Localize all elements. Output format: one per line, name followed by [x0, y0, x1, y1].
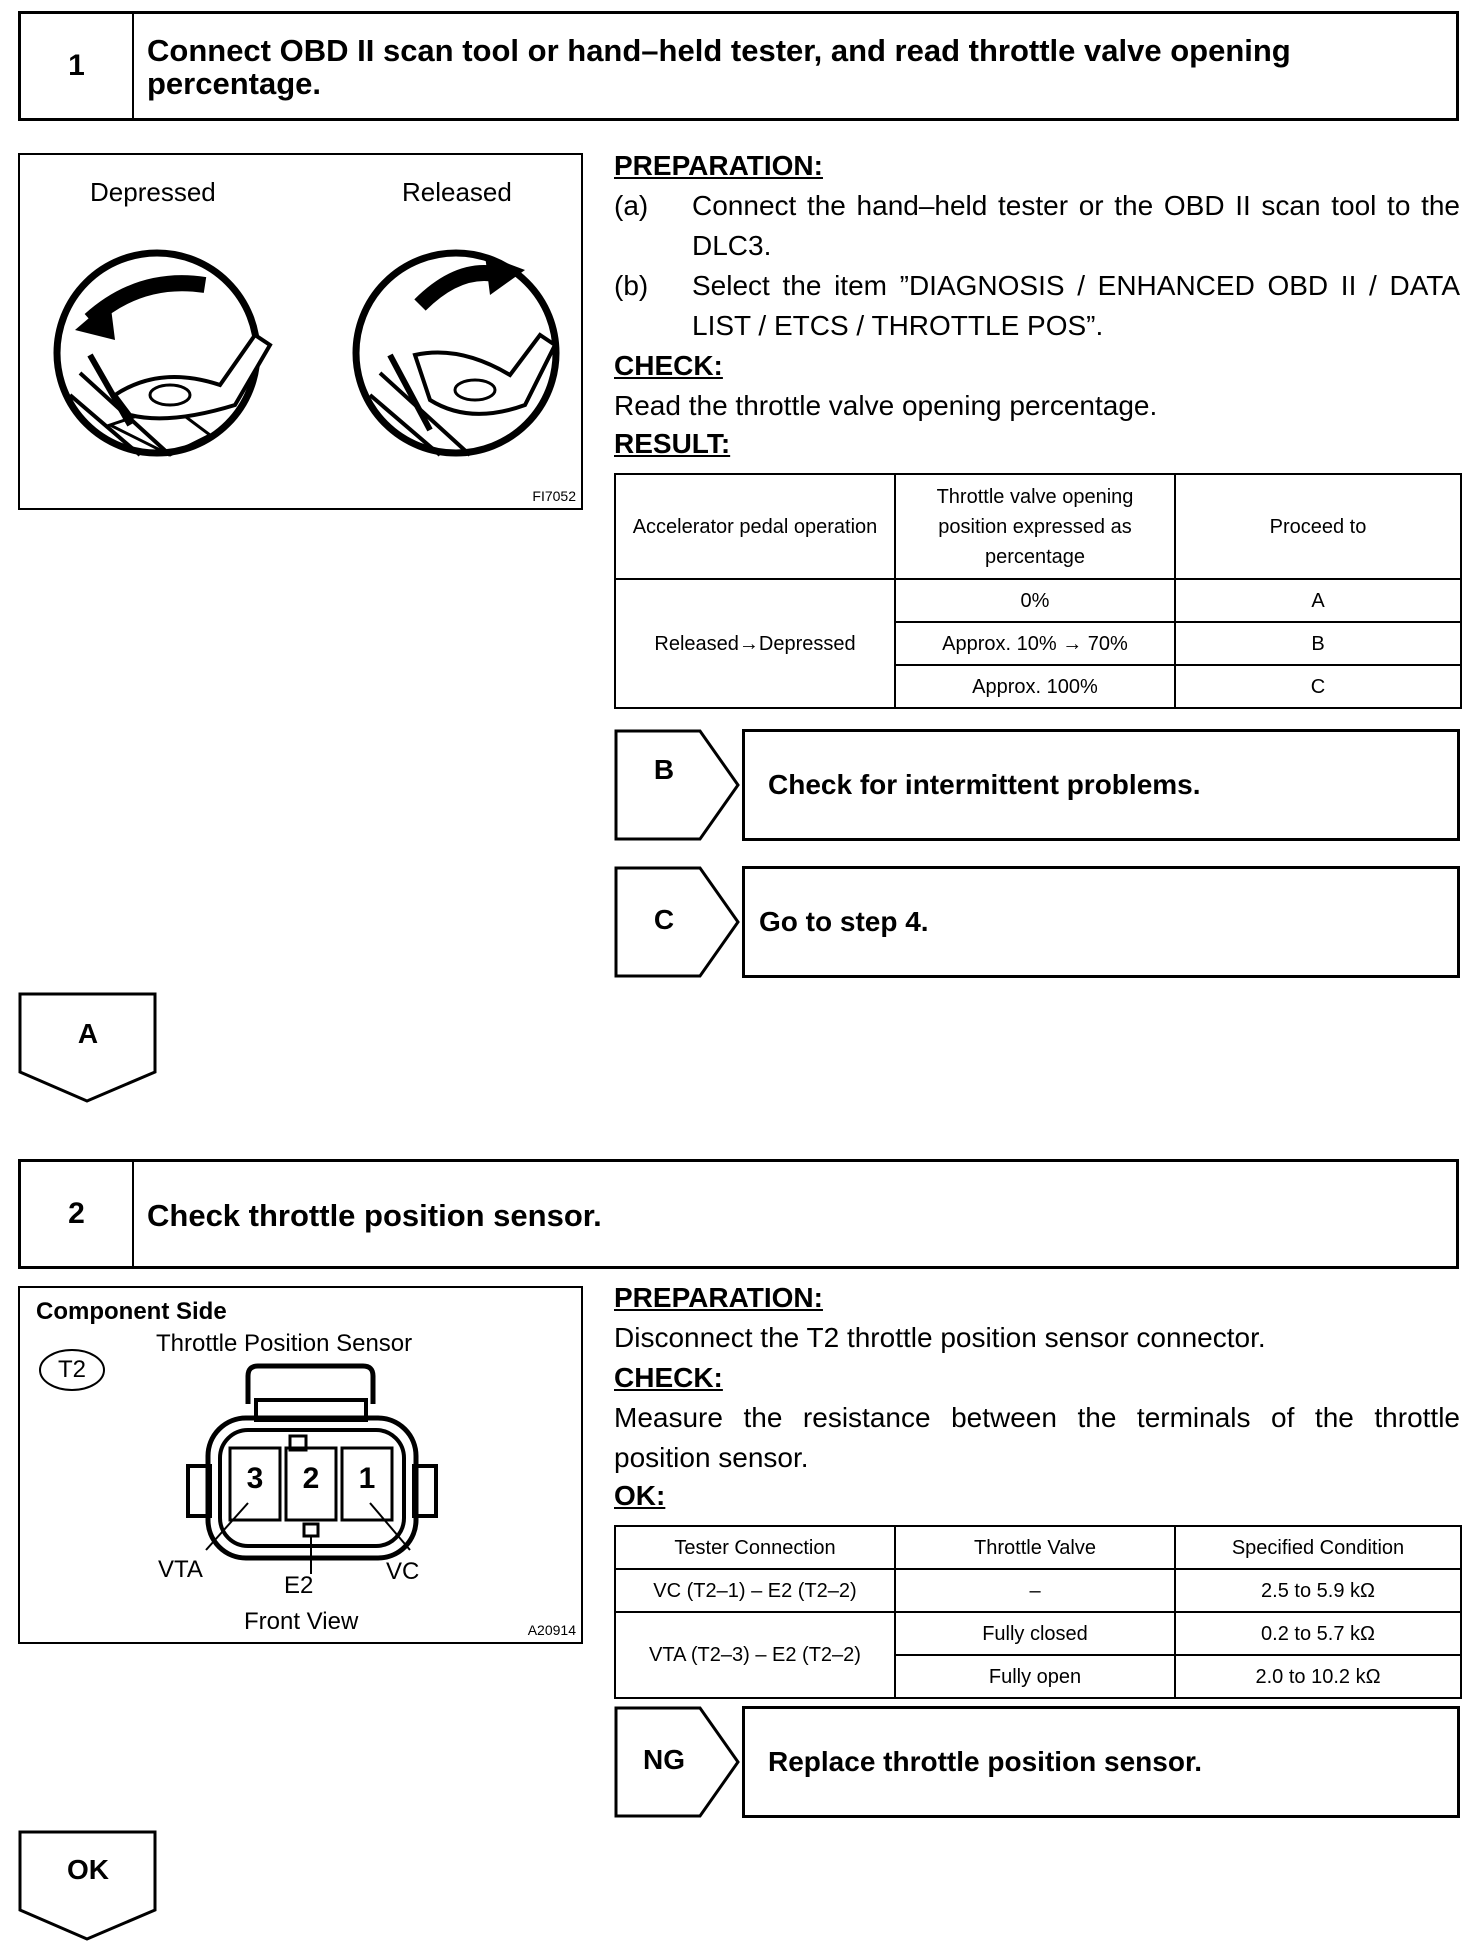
- action-text: Go to step 4.: [759, 906, 929, 937]
- header-condition: Specified Condition: [1175, 1526, 1461, 1569]
- opening-cell: Approx. 10% → 70%: [895, 622, 1175, 665]
- released-pedal-drawing: [356, 253, 556, 455]
- operation-cell: Released→Depressed: [615, 579, 895, 708]
- action-text: Replace throttle position sensor.: [768, 1746, 1203, 1777]
- header-connection: Tester Connection: [615, 1526, 895, 1569]
- step-1-instructions: [614, 148, 1460, 468]
- step-number: 2: [21, 1162, 134, 1266]
- branch-tag-label: NG: [643, 1744, 685, 1775]
- table-row: [615, 579, 1461, 622]
- valve-cell: Fully open: [895, 1655, 1175, 1698]
- check-text: Measure the resistance between the terminals of the throttle position sensor.: [614, 1402, 1460, 1473]
- branch-c-tag: [614, 866, 744, 978]
- prep-text: Disconnect the T2 throttle position sensor connector.: [614, 1322, 1266, 1353]
- connection-cell: VTA (T2–3) – E2 (T2–2): [615, 1612, 895, 1698]
- pin-2-label: 2: [302, 1462, 320, 1495]
- next-tag-label: A: [77, 1018, 99, 1049]
- vc-label: VC: [386, 1558, 420, 1585]
- valve-cell: –: [895, 1569, 1175, 1612]
- depressed-label: Depressed: [90, 177, 216, 207]
- table-row: [615, 1612, 1461, 1655]
- e2-label: E2: [284, 1572, 314, 1599]
- pin-3-label: 3: [246, 1462, 264, 1495]
- pin-1-label: 1: [358, 1462, 376, 1495]
- item-marker: (a): [614, 190, 649, 221]
- step-number: 1: [21, 14, 134, 118]
- depressed-pedal-drawing: [57, 253, 270, 455]
- figure-code: A20914: [527, 1622, 576, 1638]
- next-step-tag-a: [18, 992, 158, 1104]
- item-marker: (b): [614, 270, 649, 301]
- connector-figure: [18, 1286, 583, 1644]
- prep-item-a: [614, 186, 1460, 266]
- branch-b-tag: [614, 729, 744, 841]
- connector-id: T2: [57, 1356, 86, 1383]
- header-operation: Accelerator pedal operation: [615, 474, 895, 579]
- branch-tag-label: C: [653, 904, 675, 935]
- branch-ng-tag: [614, 1706, 744, 1818]
- next-tag-label: OK: [67, 1854, 109, 1885]
- check-label: CHECK:: [614, 350, 723, 381]
- header-proceed: Proceed to: [1175, 474, 1461, 579]
- front-view-label: Front View: [244, 1608, 359, 1635]
- sensor-label: Throttle Position Sensor: [156, 1330, 413, 1357]
- item-text: Connect the hand–held tester or the OBD II scan tool to the DLC3.: [692, 190, 1460, 261]
- branch-c-action: [742, 866, 1460, 978]
- branch-ng-action: [742, 1706, 1460, 1818]
- proceed-cell: B: [1175, 622, 1461, 665]
- action-text: Check for intermittent problems.: [768, 769, 1201, 800]
- ok-label: OK:: [614, 1480, 666, 1511]
- step-title: Connect OBD II scan tool or hand–held tester, and read throttle valve opening percentage.: [147, 33, 1291, 101]
- table-header-row: [615, 1526, 1461, 1569]
- branch-b-action: [742, 729, 1460, 841]
- preparation-label: PREPARATION:: [614, 1282, 823, 1313]
- step-2-instructions: [614, 1280, 1460, 1520]
- resistance-table: [614, 1525, 1462, 1699]
- branch-tag-label: B: [653, 754, 675, 785]
- down-arrow-tag-icon: [18, 1830, 158, 1942]
- component-side-heading: Component Side: [36, 1298, 227, 1325]
- table-row: [615, 1569, 1461, 1612]
- header-opening: Throttle valve opening position expressed as percentage: [895, 474, 1175, 579]
- opening-cell: 0%: [895, 579, 1175, 622]
- step-title: Check throttle position sensor.: [147, 1198, 602, 1233]
- condition-cell: 2.5 to 5.9 kΩ: [1175, 1569, 1461, 1612]
- check-label: CHECK:: [614, 1362, 723, 1393]
- preparation-label: PREPARATION:: [614, 150, 823, 181]
- check-text: Read the throttle valve opening percentage.: [614, 390, 1158, 421]
- proceed-cell: C: [1175, 665, 1461, 708]
- prep-item-b: [614, 266, 1460, 346]
- item-text: Select the item ”DIAGNOSIS / ENHANCED OBD II / DATA LIST / ETCS / THROTTLE POS”.: [692, 270, 1460, 341]
- connection-cell: VC (T2–1) – E2 (T2–2): [615, 1569, 895, 1612]
- pedal-figure: [18, 153, 583, 510]
- opening-cell: Approx. 100%: [895, 665, 1175, 708]
- result-label: RESULT:: [614, 428, 731, 459]
- header-valve: Throttle Valve: [895, 1526, 1175, 1569]
- vta-label: VTA: [158, 1556, 203, 1583]
- proceed-cell: A: [1175, 579, 1461, 622]
- next-step-tag-ok: [18, 1830, 158, 1942]
- figure-code: FI7052: [532, 488, 576, 504]
- condition-cell: 2.0 to 10.2 kΩ: [1175, 1655, 1461, 1698]
- table-header-row: [615, 474, 1461, 579]
- condition-cell: 0.2 to 5.7 kΩ: [1175, 1612, 1461, 1655]
- step-2-header: [18, 1159, 1459, 1269]
- valve-cell: Fully closed: [895, 1612, 1175, 1655]
- step-1-header: [18, 11, 1459, 121]
- result-table: [614, 473, 1462, 709]
- released-label: Released: [402, 177, 512, 207]
